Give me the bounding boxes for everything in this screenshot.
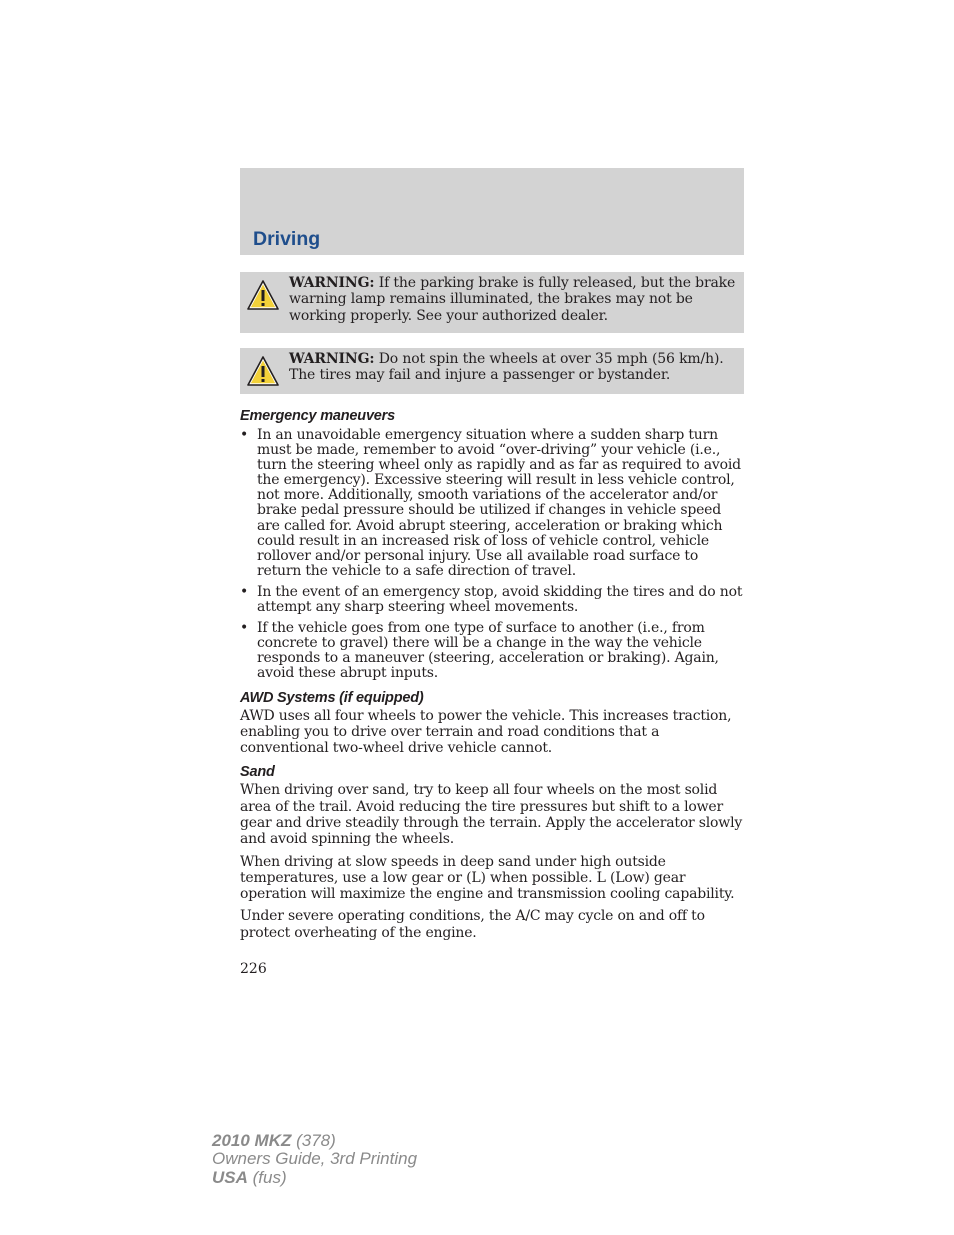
heading-emergency-maneuvers: Emergency maneuvers	[240, 408, 395, 424]
warning-text: If the parking brake is fully released, but the brake warning lamp remains illuminated, the brakes may not be working properly. See your authorized dealer.	[289, 275, 736, 324]
footer-line-model: 2010 MKZ (378)	[212, 1131, 336, 1150]
warning-label: WARNING:	[289, 351, 375, 367]
footer-line-market: USA (fus)	[212, 1167, 287, 1187]
section-header-band	[240, 168, 744, 255]
list-item: • If the vehicle goes from one type of surface to another (i.e., from concrete to gravel) there will be a change in the way the vehicle responds to a maneuver (steering, acceleration or braking). Again, avoid these abrupt inputs.	[240, 620, 719, 682]
paragraph: When driving at slow speeds in deep sand under high outside temperatures, use a low gear or (L) when possible. L (Low) gear operation will maximize the engine and transmission cooling capability.	[240, 853, 735, 903]
warning-triangle-icon	[247, 355, 279, 387]
paragraph: When driving over sand, try to keep all four wheels on the most solid area of the trail. Avoid reducing the tire pressures but shift to a lower gear and drive steadily through the terrain. Apply the accelerator slowly and avoid spinning the wheels.	[240, 782, 743, 848]
document-footer	[212, 1132, 417, 1187]
list-item: • In an unavoidable emergency situation where a sudden sharp turn must be made, remember to avoid “over-driving” your vehicle (i.e., turn the steering wheel only as rapidly and as far as required to avoid the emergency). Excessive steering will result in less vehicle control, not more. Additionally, smooth variations of the accelerator and/or brake pedal pressure should be utilized if changes in vehicle speed are called for. Avoid abrupt steering, acceleration or braking which could result in an increased risk of loss of vehicle control, vehicle rollover and/or personal injury. Use all available road surface to return the vehicle to a safe direction of travel.	[240, 427, 741, 579]
warning-label: WARNING:	[289, 275, 375, 291]
warning-text: Do not spin the wheels at over 35 mph (56 km/h). The tires may fail and injure a passenger or bystander.	[289, 351, 724, 384]
warning-triangle-icon	[247, 279, 279, 311]
main-content	[240, 406, 744, 947]
heading-sand: Sand	[240, 764, 275, 781]
paragraph: AWD uses all four wheels to power the vehicle. This increases traction, enabling you to drive over terrain and road conditions that a conventional two-wheel drive vehicle cannot.	[240, 707, 732, 757]
emergency-bullet-list	[240, 428, 744, 682]
section-title: Driving	[253, 228, 321, 250]
warning-box-parking-brake	[240, 272, 744, 333]
page-number: 226	[240, 961, 267, 977]
footer-line-edition: Owners Guide, 3rd Printing	[212, 1149, 418, 1169]
list-item-text: In an unavoidable emergency situation where a sudden sharp turn must be made, remember to avoid “over-driving” your vehicle (i.e., turn the steering wheel only as rapidly and as far as required to avoid the emergency). Excessive steering will result in less vehicle control, not more. Additionally, smooth variations of the accelerator and/or brake pedal pressure should be utilized if changes in vehicle speed are called for. Avoid abrupt steering, acceleration or braking which could result in an increased risk of loss of vehicle control, vehicle rollover and/or personal injury. Use all available road surface to return the vehicle to a safe direction of travel.	[257, 427, 741, 579]
warning-box-wheel-spin	[240, 348, 744, 394]
list-item-text: If the vehicle goes from one type of surface to another (i.e., from concrete to gravel) there will be a change in the way the vehicle responds to a maneuver (steering, acceleration or braking). Again, avoid these abrupt inputs.	[257, 620, 719, 682]
list-item-text: In the event of an emergency stop, avoid skidding the tires and do not attempt any sharp steering wheel movements.	[257, 583, 743, 616]
heading-awd-systems: AWD Systems (if equipped)	[240, 689, 424, 706]
list-item: • In the event of an emergency stop, avoid skidding the tires and do not attempt any sharp steering wheel movements.	[240, 583, 743, 616]
paragraph: Under severe operating conditions, the A/C may cycle on and off to protect overheating of the engine.	[240, 908, 705, 941]
